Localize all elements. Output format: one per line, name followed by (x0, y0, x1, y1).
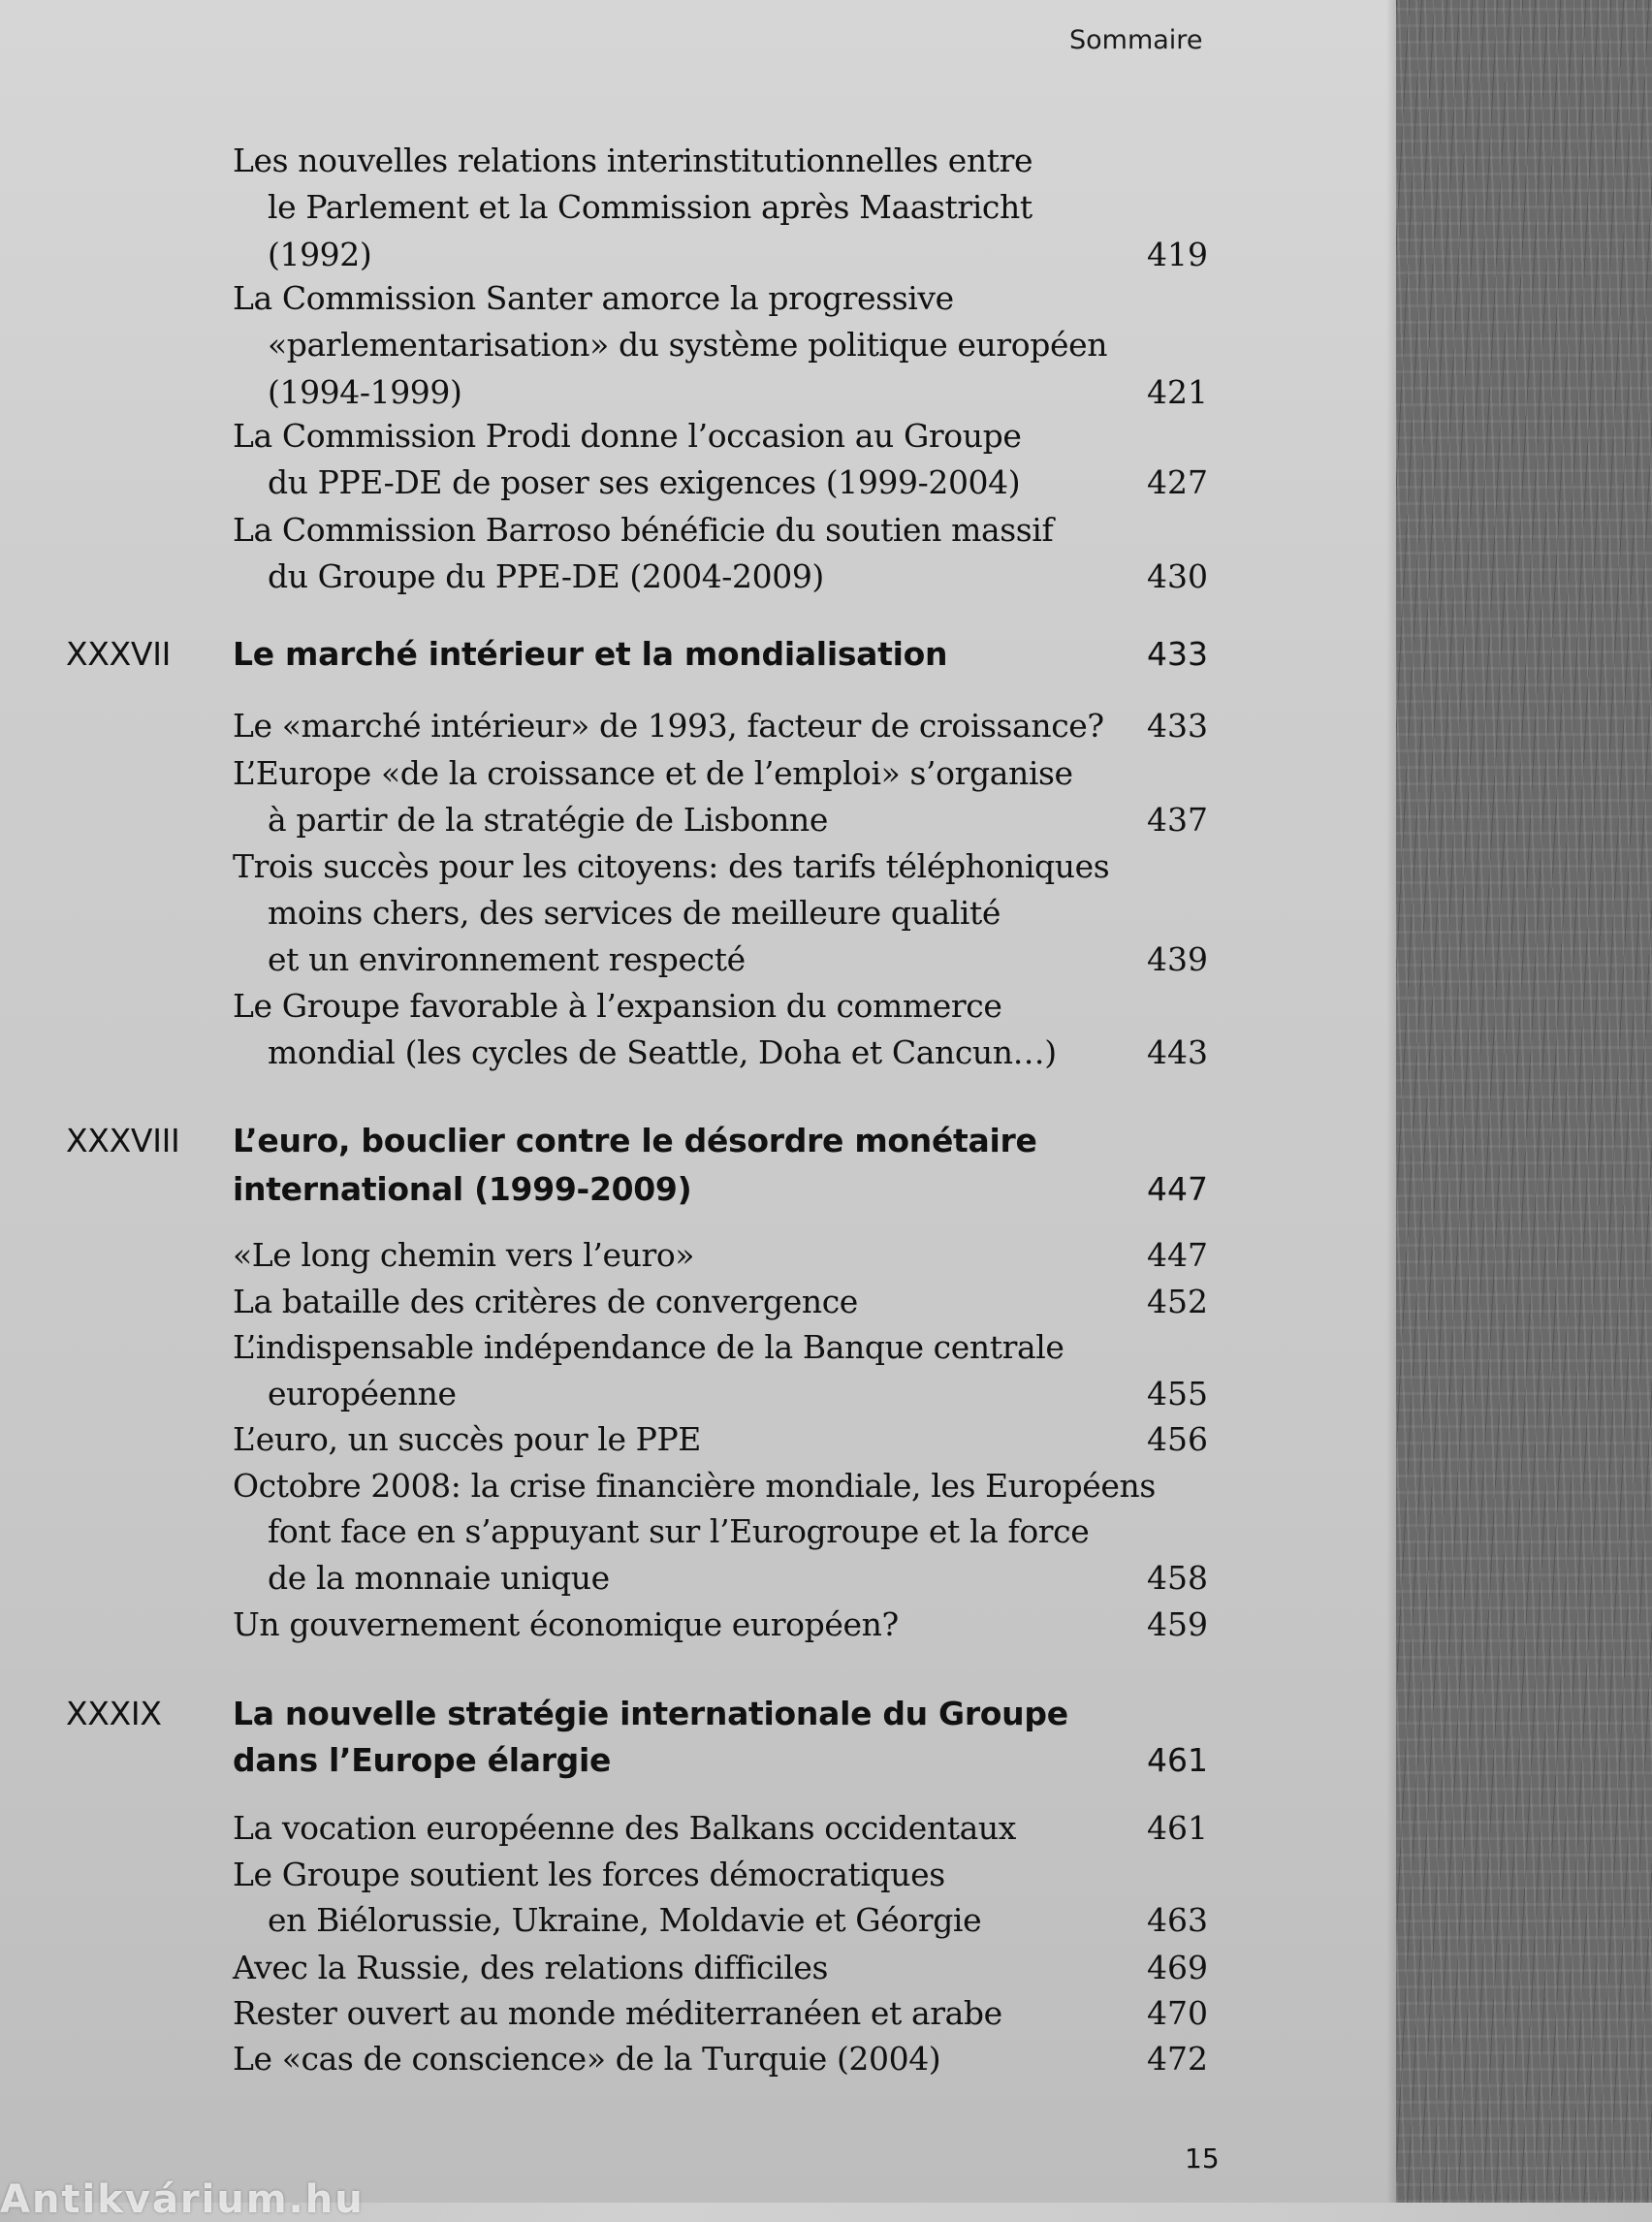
toc-entry-page: 437 (1147, 801, 1208, 839)
chapter-numeral: XXXVII (66, 635, 172, 673)
toc-entry-line: (1992) (268, 236, 372, 273)
chapter-page: 461 (1147, 1741, 1208, 1779)
page-number: 15 (1185, 2143, 1220, 2174)
toc-entry-line: Un gouvernement économique européen? (233, 1605, 899, 1643)
toc-entry-line: L’Europe «de la croissance et de l’emploi» s’organise (233, 754, 1073, 792)
chapter-numeral: XXXVIII (66, 1122, 180, 1159)
toc-entry-line: Le Groupe soutient les forces démocratiques (233, 1856, 945, 1893)
chapter-title: Le marché intérieur et la mondialisation (233, 635, 948, 673)
toc-entry-page: 455 (1147, 1375, 1208, 1413)
toc-entry-page: 439 (1147, 940, 1208, 978)
toc-entry-line: La bataille des critères de convergence (233, 1283, 858, 1320)
chapter-title: La nouvelle stratégie internationale du Groupe (233, 1695, 1068, 1732)
background-surface (1396, 0, 1652, 2203)
toc-entry-line: du Groupe du PPE-DE (2004-2009) (268, 557, 824, 595)
toc-entry-line: de la monnaie unique (268, 1559, 610, 1597)
toc-entry-line: et un environnement respecté (268, 940, 746, 978)
chapter-page: 447 (1147, 1170, 1208, 1208)
toc-entry-line: moins chers, des services de meilleure qualité (268, 894, 1001, 932)
toc-entry-line: La Commission Prodi donne l’occasion au Groupe (233, 417, 1022, 455)
toc-entry-page: 452 (1147, 1283, 1208, 1320)
toc-entry-line: La Commission Santer amorce la progressive (233, 279, 954, 317)
chapter-title: international (1999-2009) (233, 1170, 692, 1208)
toc-entry-page: 427 (1147, 463, 1208, 501)
toc-entry-page: 463 (1147, 1901, 1208, 1939)
running-head: Sommaire (1069, 25, 1203, 55)
chapter-title: dans l’Europe élargie (233, 1741, 612, 1779)
toc-entry-line: à partir de la stratégie de Lisbonne (268, 801, 828, 839)
toc-entry-line: La vocation européenne des Balkans occidentaux (233, 1809, 1016, 1847)
toc-entry-page: 470 (1147, 1994, 1208, 2032)
toc-entry-page: 461 (1147, 1809, 1208, 1847)
toc-entry-line: du PPE-DE de poser ses exigences (1999-2004) (268, 463, 1021, 501)
chapter-numeral: XXXIX (66, 1695, 162, 1732)
toc-entry-line: L’indispensable indépendance de la Banque centrale (233, 1328, 1064, 1366)
toc-entry-line: le Parlement et la Commission après Maastricht (268, 188, 1032, 226)
toc-entry-page: 443 (1147, 1033, 1208, 1071)
toc-entry-line: Le «cas de conscience» de la Turquie (2004) (233, 2040, 941, 2078)
toc-entry-line: Trois succès pour les citoyens: des tarifs téléphoniques (233, 847, 1110, 885)
toc-entry-line: (1994-1999) (268, 373, 462, 411)
toc-entry-page: 421 (1147, 373, 1208, 411)
toc-entry-line: La Commission Barroso bénéficie du soutien massif (233, 511, 1054, 549)
toc-entry-page: 430 (1147, 557, 1208, 595)
toc-entry-page: 469 (1147, 1949, 1208, 1986)
toc-entry-line: en Biélorussie, Ukraine, Moldavie et Géorgie (268, 1901, 982, 1939)
toc-entry-page: 433 (1147, 707, 1208, 745)
toc-entry-page: 419 (1147, 236, 1208, 273)
toc-entry-page: 458 (1147, 1559, 1208, 1597)
toc-entry-page: 456 (1147, 1420, 1208, 1458)
chapter-page: 433 (1147, 635, 1208, 673)
toc-entry-line: font face en s’appuyant sur l’Eurogroupe et la force (268, 1512, 1090, 1550)
toc-entry-line: L’euro, un succès pour le PPE (233, 1420, 701, 1458)
toc-entry-line: européenne (268, 1375, 457, 1413)
toc-entry-line: «parlementarisation» du système politique européen (268, 326, 1108, 364)
toc-entry-line: «Le long chemin vers l’euro» (233, 1236, 695, 1274)
watermark: Antikvárium.hu (0, 2177, 365, 2222)
toc-entry-line: Rester ouvert au monde méditerranéen et arabe (233, 1994, 1002, 2032)
toc-entry-page: 472 (1147, 2040, 1208, 2078)
toc-entry-line: Le Groupe favorable à l’expansion du commerce (233, 987, 1002, 1025)
toc-entry-line: Octobre 2008: la crise financière mondiale, les Européens (233, 1467, 1156, 1505)
toc-entry-page: 447 (1147, 1236, 1208, 1274)
toc-entry-line: Les nouvelles relations interinstitutionnelles entre (233, 142, 1033, 179)
toc-entry-line: Le «marché intérieur» de 1993, facteur de croissance? (233, 707, 1104, 745)
chapter-title: L’euro, bouclier contre le désordre monétaire (233, 1122, 1037, 1159)
toc-entry-line: mondial (les cycles de Seattle, Doha et Cancun…) (268, 1033, 1057, 1071)
toc-entry-page: 459 (1147, 1605, 1208, 1643)
toc-entry-line: Avec la Russie, des relations difficiles (233, 1949, 829, 1986)
